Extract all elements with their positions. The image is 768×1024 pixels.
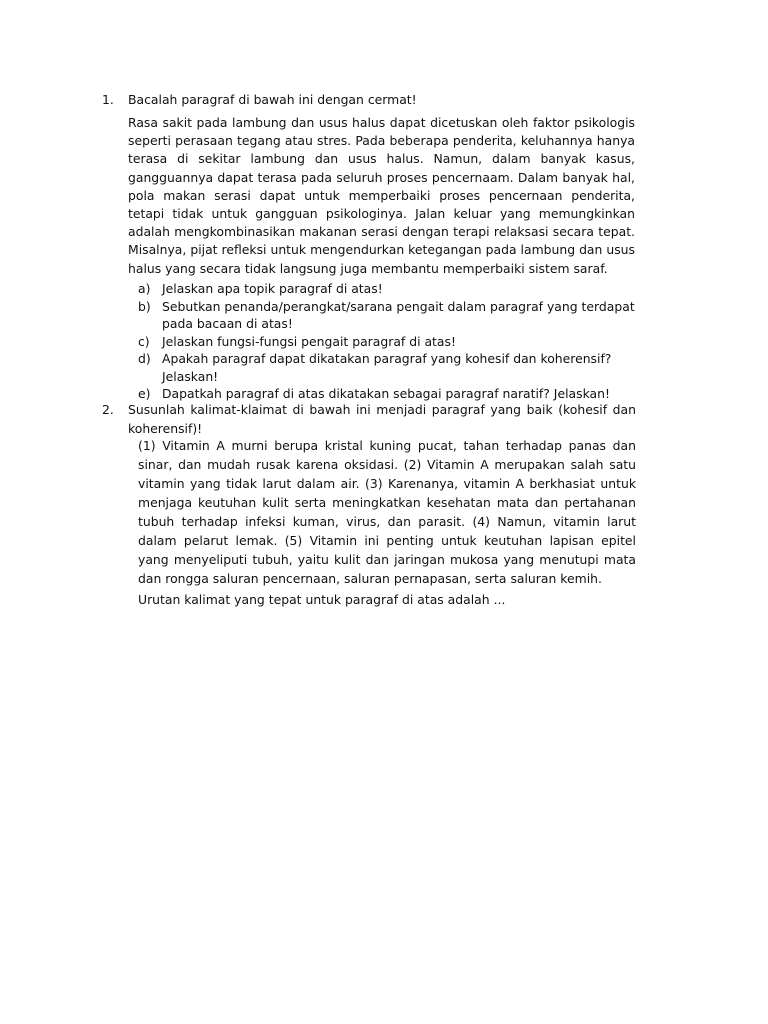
question-1-number: 1. — [102, 92, 114, 107]
subquestion-a — [138, 280, 638, 298]
subquestion-letter: b) — [138, 298, 151, 314]
question-1-instruction: Bacalah paragraf di bawah ini dengan cermat! — [128, 92, 417, 107]
subquestion-text: Apakah paragraf dapat dikatakan paragraf yang kohesif dan koherensif? Jelaskan! — [162, 351, 612, 384]
subquestion-b — [138, 298, 638, 333]
subquestion-c — [138, 333, 638, 351]
subquestion-letter: d) — [138, 351, 151, 366]
subquestion-text: Jelaskan apa topik paragraf di atas! — [162, 281, 383, 296]
question-1-subquestions — [138, 280, 638, 403]
question-2-prompt: Urutan kalimat yang tepat untuk paragraf di atas adalah ... — [138, 592, 506, 607]
subquestion-text: Dapatkah paragraf di atas dikatakan sebagai paragraf naratif? Jelaskan! — [162, 386, 610, 401]
subquestion-letter: c) — [138, 333, 150, 349]
subquestion-text: Sebutkan penanda/perangkat/sarana pengait dalam paragraf yang terdapat pada bacaan di atas! — [162, 298, 635, 331]
subquestion-letter: e) — [138, 386, 151, 401]
question-2-passage: (1) Vitamin A murni berupa kristal kuning pucat, tahan terhadap panas dan sinar, dan mudah rusak karena oksidasi. (2) Vitamin A merupakan salah satu vitamin yang tidak larut dalam air. (3) Karenanya, vitamin A berkhasiat untuk menjaga keutuhan kulit serta meningkatkan kesehatan mata dan pertahanan tubuh terhadap infeksi kuman, virus, dan parasit. (4) Namun, vitamin larut dalam pelarut lemak. (5) Vitamin ini penting untuk keutuhan lapisan epitel yang menyeliputi tubuh, yaitu kulit dan jaringan mukosa yang menutupi mata dan rongga saluran pencernaan, saluran pernapasan, serta saluran kemih. — [138, 438, 636, 586]
question-2-number: 2. — [102, 402, 114, 417]
subquestion-text: Jelaskan fungsi-fungsi pengait paragraf di atas! — [162, 333, 456, 349]
subquestion-letter: a) — [138, 281, 151, 296]
question-2-instruction: Susunlah kalimat-klaimat di bawah ini menjadi paragraf yang baik (kohesif dan koherensif)! — [128, 402, 636, 436]
question-1-passage: Rasa sakit pada lambung dan usus halus dapat dicetuskan oleh faktor psikologis seperti perasaan tegang atau stres. Pada beberapa penderita, keluhannya hanya terasa di sekitar lambung dan usus halus. Namun, dalam banyak kasus, gangguannya dapat terasa pada seluruh proses pencernaam. Dalam banyak hal, pola makan serasi dapat untuk memperbaiki proses pencernaan penderita, tetapi tidak untuk gangguan psikologinya. Jalan keluar yang memungkinkan adalah mengkombinasikan makanan serasi dengan terapi relaksasi secara tepat. Misalnya, pijat refleksi untuk mengendurkan ketegangan pada lambung dan usus halus yang secara tidak langsung juga membantu memperbaiki sistem saraf. — [128, 115, 635, 276]
subquestion-d — [138, 350, 638, 385]
